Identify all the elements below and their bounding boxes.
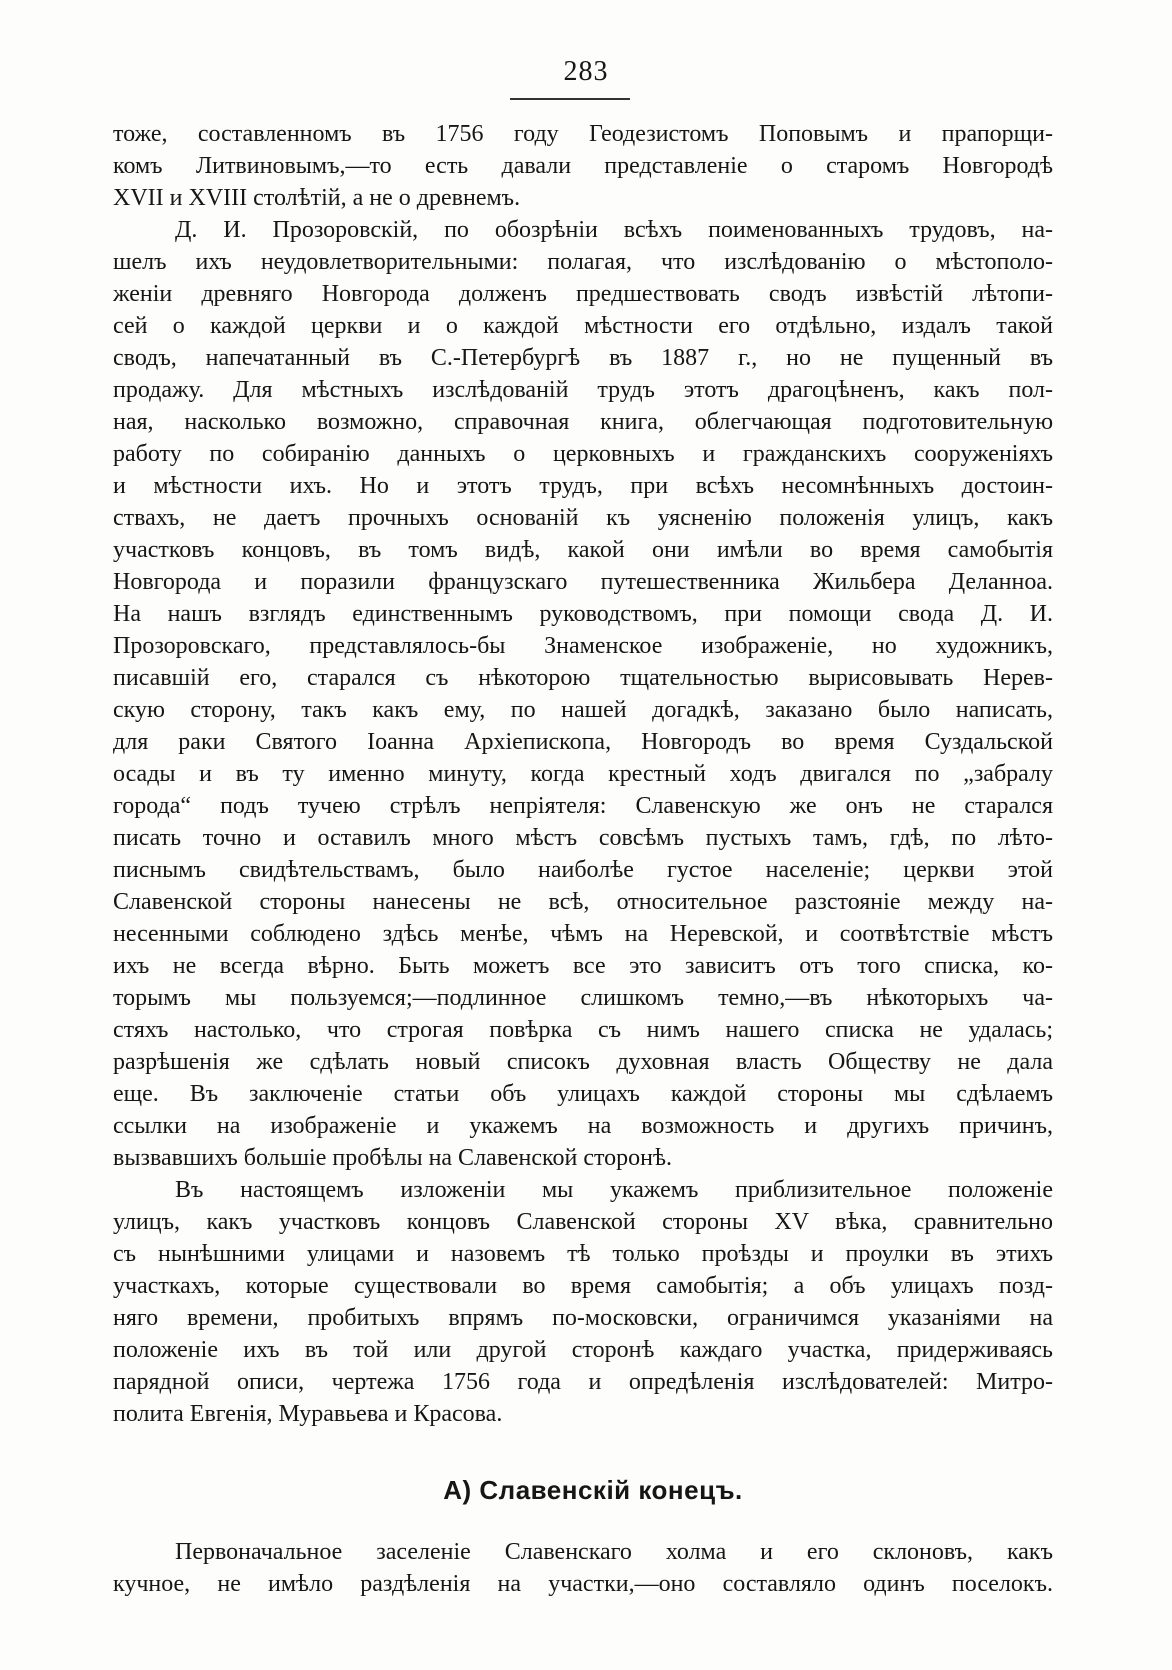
- text-line: разрѣшенія же сдѣлать новый списокъ духовная власть Обществу не дала: [113, 1049, 1053, 1075]
- text-line: города“ подъ тучею стрѣлъ непріятеля: Славенскую же онъ не старался: [113, 793, 1053, 819]
- text-line: ная, насколько возможно, справочная книга, облегчающая подготовительную: [113, 409, 1053, 435]
- paragraph: [113, 118, 1053, 214]
- text-line: скую сторону, такъ какъ ему, по нашей догадкѣ, заказано было написать,: [113, 697, 1053, 723]
- text-line: сей о каждой церкви и о каждой мѣстности его отдѣльно, издалъ такой: [113, 313, 1053, 339]
- text-line: Въ настоящемъ изложеніи мы укажемъ приблизительное положеніе: [175, 1177, 1053, 1203]
- body-text: [113, 118, 1053, 1600]
- text-line: тоже, составленномъ въ 1756 году Геодезистомъ Поповымъ и прапорщи-: [113, 121, 1053, 147]
- text-line: писавшій его, старался съ нѣкоторою тщательностью вырисовывать Нерев-: [113, 665, 1053, 691]
- text-line: XVII и XVIII столѣтій, а не о древнемъ.: [113, 185, 521, 211]
- text-line: ихъ не всегда вѣрно. Быть можетъ все это зависитъ отъ того списка, ко-: [113, 953, 1053, 979]
- page-number: 283: [563, 56, 609, 87]
- section-heading: А) Славенскій конецъ.: [443, 1475, 743, 1505]
- text-line: Новгорода и поразили французскаго путешественника Жильбера Деланноа.: [113, 569, 1053, 595]
- text-line: торымъ мы пользуемся;—подлинное слишкомъ темно,—въ нѣкоторыхъ ча-: [113, 985, 1053, 1011]
- text-line: сводъ, напечатанный въ С.-Петербургѣ въ 1887 г., но не пущенный въ: [113, 345, 1053, 371]
- text-line: работу по собиранію данныхъ о церковныхъ и гражданскихъ сооруженіяхъ: [113, 441, 1053, 467]
- text-line: участковъ концовъ, въ томъ видѣ, какой они имѣли во время самобытія: [113, 537, 1053, 563]
- text-line: и мѣстности ихъ. Но и этотъ трудъ, при всѣхъ несомнѣнныхъ достоин-: [113, 473, 1053, 499]
- text-line: Первоначальное заселеніе Славенскаго холма и его склоновъ, какъ: [175, 1539, 1053, 1565]
- text-line: вызвавшихъ большіе пробѣлы на Славенской сторонѣ.: [113, 1145, 673, 1171]
- paragraph: [113, 1174, 1053, 1430]
- text-line: шелъ ихъ неудовлетворительными: полагая, что изслѣдованію о мѣстополо-: [113, 249, 1053, 275]
- text-line: улицъ, какъ участковъ концовъ Славенской стороны XV вѣка, сравнительно: [113, 1209, 1053, 1235]
- text-line: несенными соблюдено здѣсь менѣе, чѣмъ на Неревской, и соотвѣтствіе мѣстъ: [113, 921, 1053, 947]
- text-line: съ нынѣшними улицами и назовемъ тѣ только проѣзды и проулки въ этихъ: [113, 1241, 1053, 1267]
- text-line: осады и въ ту именно минуту, когда крестный ходъ двигался по „забралу: [113, 761, 1053, 787]
- spacer: [113, 1430, 1053, 1470]
- paragraph: [113, 214, 1053, 1174]
- text-line: писнымъ свидѣтельствамъ, было наиболѣе густое населеніе; церкви этой: [113, 857, 1053, 883]
- text-line: няго времени, пробитыхъ впрямъ по-московски, ограничимся указаніями на: [113, 1305, 1053, 1331]
- text-line: На нашъ взглядъ единственнымъ руководствомъ, при помощи свода Д. И.: [113, 601, 1053, 627]
- spacer: [113, 1510, 1053, 1536]
- text-line: Славенской стороны нанесены не всѣ, относительное разстояніе между на-: [113, 889, 1053, 915]
- text-line: участкахъ, которые существовали во время самобытія; а объ улицахъ позд-: [113, 1273, 1053, 1299]
- text-line: продажу. Для мѣстныхъ изслѣдованій трудъ этотъ драгоцѣненъ, какъ пол-: [113, 377, 1053, 403]
- paragraph: [113, 1536, 1053, 1600]
- text-line: кучное, не имѣло раздѣленія на участки,—оно составляло одинъ поселокъ.: [113, 1571, 1053, 1597]
- text-line: Прозоровскаго, представлялось-бы Знаменское изображеніе, но художникъ,: [113, 633, 1053, 659]
- text-line: ссылки на изображеніе и укажемъ на возможность и другихъ причинъ,: [113, 1113, 1053, 1139]
- text-line: писать точно и оставилъ много мѣстъ совсѣмъ пустыхъ тамъ, гдѣ, по лѣто-: [113, 825, 1053, 851]
- text-line: положеніе ихъ въ той или другой сторонѣ каждаго участка, придерживаясь: [113, 1337, 1053, 1363]
- text-line: комъ Литвиновымъ,—то есть давали представленіе о старомъ Новгородѣ: [113, 153, 1053, 179]
- text-line: еще. Въ заключеніе статьи объ улицахъ каждой стороны мы сдѣлаемъ: [113, 1081, 1053, 1107]
- page-number-rule: [510, 98, 630, 100]
- text-line: стяхъ настолько, что строгая повѣрка съ нимъ нашего списка не удалась;: [113, 1017, 1053, 1043]
- text-line: для раки Святого Іоанна Архіепископа, Новгородъ во время Суздальской: [113, 729, 1053, 755]
- text-line: женіи древняго Новгорода долженъ предшествовать сводъ извѣстій лѣтопи-: [113, 281, 1053, 307]
- text-line: парядной описи, чертежа 1756 года и опредѣленія изслѣдователей: Митро-: [113, 1369, 1053, 1395]
- text-line: Д. И. Прозоровскій, по обозрѣніи всѣхъ поименованныхъ трудовъ, на-: [175, 217, 1053, 243]
- text-line: ствахъ, не даетъ прочныхъ основаній къ уясненію положенія улицъ, какъ: [113, 505, 1053, 531]
- text-line: полита Евгенія, Муравьева и Красова.: [113, 1401, 503, 1427]
